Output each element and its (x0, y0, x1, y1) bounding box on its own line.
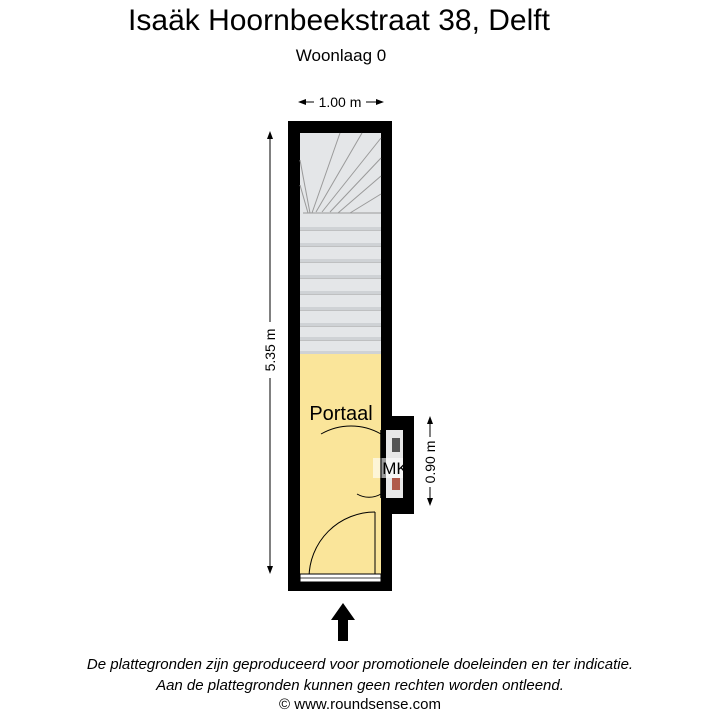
height-dimension (262, 131, 278, 574)
side-dimension (422, 416, 438, 506)
width-dimension (298, 93, 384, 111)
floor-subtitle: Woonlaag 0 (295, 46, 387, 65)
width-label: 1.00 m (318, 94, 362, 110)
room-label: Portaal (309, 403, 373, 425)
disclaimer-line-1: De plattegronden zijn geproduceerd voor promotionele doeleinden en ter indicatie. (86, 656, 634, 673)
height-label: 5.35 m (262, 328, 278, 372)
page-title: Isaäk Hoornbeekstraat 38, Delft (128, 4, 550, 37)
side-label: 0.90 m (422, 440, 438, 484)
copyright-line: © www.roundsense.com (279, 696, 441, 713)
entrance-arrow-icon (331, 603, 355, 641)
disclaimer-line-2: Aan de plattegronden kunnen geen rechten worden ontleend. (156, 677, 564, 694)
mk-label: MK (382, 459, 408, 478)
staircase (300, 133, 381, 354)
door-threshold (300, 574, 381, 582)
portaal-floor (300, 354, 381, 578)
